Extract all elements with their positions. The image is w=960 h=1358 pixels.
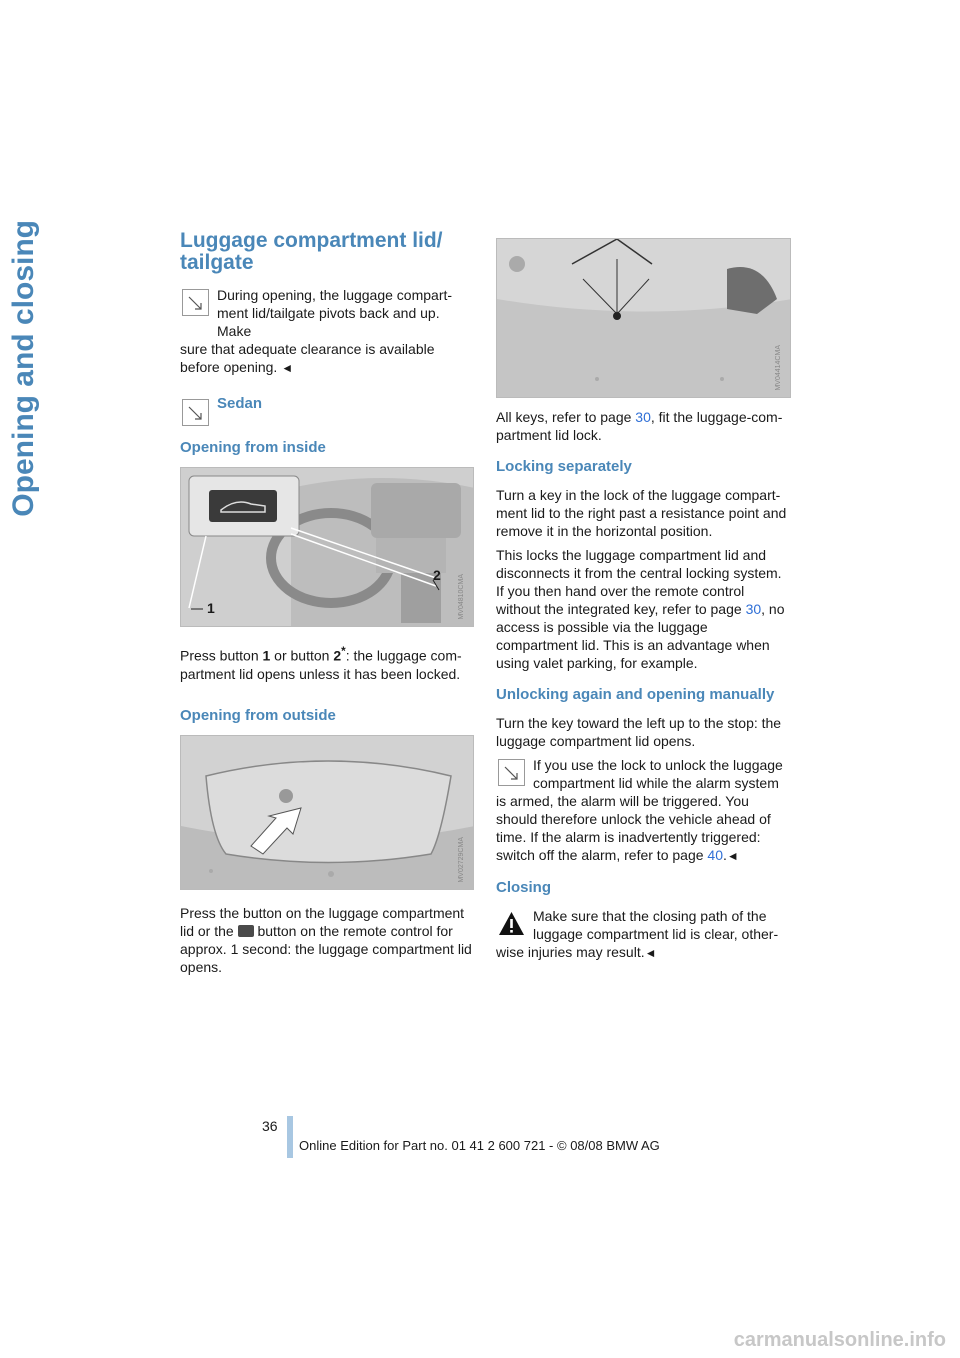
keys-paragraph: All keys, refer to page 30, fit the luggage-com-partment lid lock. — [496, 409, 783, 443]
heading-opening-outside: Opening from outside — [180, 706, 336, 724]
note-rest: sure that adequate clearance is available before opening. ◄ — [180, 341, 435, 375]
locking-paragraph-2: This locks the luggage compartment lid and disconnects it from the central locking system. If you then hand over the remote control without the integrated key, refer to page 30, no access is possible via the luggage compartment lid. This is an advantage when using valet parking, for example. — [496, 547, 785, 671]
note-alarm — [496, 756, 791, 865]
callout-1: 1 — [207, 600, 215, 616]
section-title: Luggage compartment lid/ tailgate — [180, 229, 443, 274]
note-clearance — [180, 286, 475, 377]
figure-interior — [180, 467, 474, 627]
end-marker: ◄ — [644, 946, 657, 960]
chapter-title: Opening and closing — [7, 220, 40, 517]
outside-paragraph: Press the button on the luggage compartment lid or the button on the remote control for approx. 1 second: the luggage compartment lid opens. — [180, 904, 472, 975]
locking-paragraph-1: Turn a key in the lock of the luggage compart-ment lid to the right past a resistance point and remove it in the horizontal position. — [496, 487, 787, 539]
warning-closing — [496, 907, 791, 962]
note-line-2: ment lid/tailgate pivots back and up. Make — [217, 305, 440, 339]
optional-star: * — [341, 645, 346, 658]
watermark: carmanualsonline.info — [733, 1329, 946, 1351]
button-2-ref: 2 — [333, 647, 342, 664]
trunk-illustration — [181, 736, 474, 890]
note-line-1: If you use the lock to unlock the luggage — [533, 757, 783, 773]
figure-key-lock — [496, 238, 791, 398]
note-line-2: compartment lid while the alarm system — [533, 775, 779, 791]
note-rest: is armed, the alarm will be triggered. You should therefore unlock the vehicle ahead of time. If the alarm is inadvertently triggered: switch off the alarm, refer to page 40.◄ — [496, 793, 771, 863]
sedan-variant — [180, 395, 475, 431]
page-link-30-b[interactable]: 30 — [745, 601, 762, 617]
key-lock-illustration — [497, 239, 791, 398]
warning-rest: wise injuries may result.◄ — [496, 944, 657, 960]
warning-line-1: Make sure that the closing path of the — [533, 908, 767, 924]
page-link-40[interactable]: 40 — [707, 847, 723, 863]
figure-code: MV02729CMA — [458, 837, 465, 883]
note-line-1: During opening, the luggage compart- — [217, 287, 453, 303]
unlocking-paragraph: Turn the key toward the left up to the stop: the luggage compartment lid opens. — [496, 715, 782, 749]
page-number: 36 — [262, 1118, 278, 1134]
note-icon — [498, 759, 525, 786]
heading-unlocking: Unlocking again and opening manually — [496, 686, 775, 703]
heading-locking: Locking separately — [496, 458, 632, 475]
interior-illustration — [181, 468, 474, 627]
figure-trunk-outside — [180, 735, 474, 890]
end-marker: ◄ — [726, 849, 739, 863]
right-column — [496, 238, 791, 962]
left-column — [180, 230, 475, 982]
vehicle-variant-icon — [182, 399, 209, 426]
sedan-label: Sedan — [217, 395, 263, 412]
heading-closing: Closing — [496, 879, 551, 896]
heading-opening-inside: Opening from inside — [180, 439, 326, 456]
button-1-ref: 1 — [262, 647, 271, 664]
edition-text: Online Edition for Part no. 01 41 2 600 721 - © 08/08 BMW AG — [299, 1138, 660, 1153]
footer-accent-bar — [287, 1116, 293, 1158]
side-chapter-tab — [4, 220, 44, 920]
inside-paragraph: Press button 1 or button 2*: the luggage com-partment lid opens unless it has been locked. — [180, 645, 462, 682]
figure-code: MV04810CMA — [458, 574, 465, 620]
callout-2: 2 — [433, 567, 441, 583]
warning-icon — [498, 910, 525, 937]
trunk-remote-icon — [238, 925, 254, 937]
warning-line-2: luggage compartment lid is clear, other- — [533, 926, 779, 942]
end-marker: ◄ — [281, 361, 294, 375]
note-icon — [182, 289, 209, 316]
page-link-30[interactable]: 30 — [635, 409, 651, 425]
figure-code: MV04414CMA — [775, 345, 782, 391]
